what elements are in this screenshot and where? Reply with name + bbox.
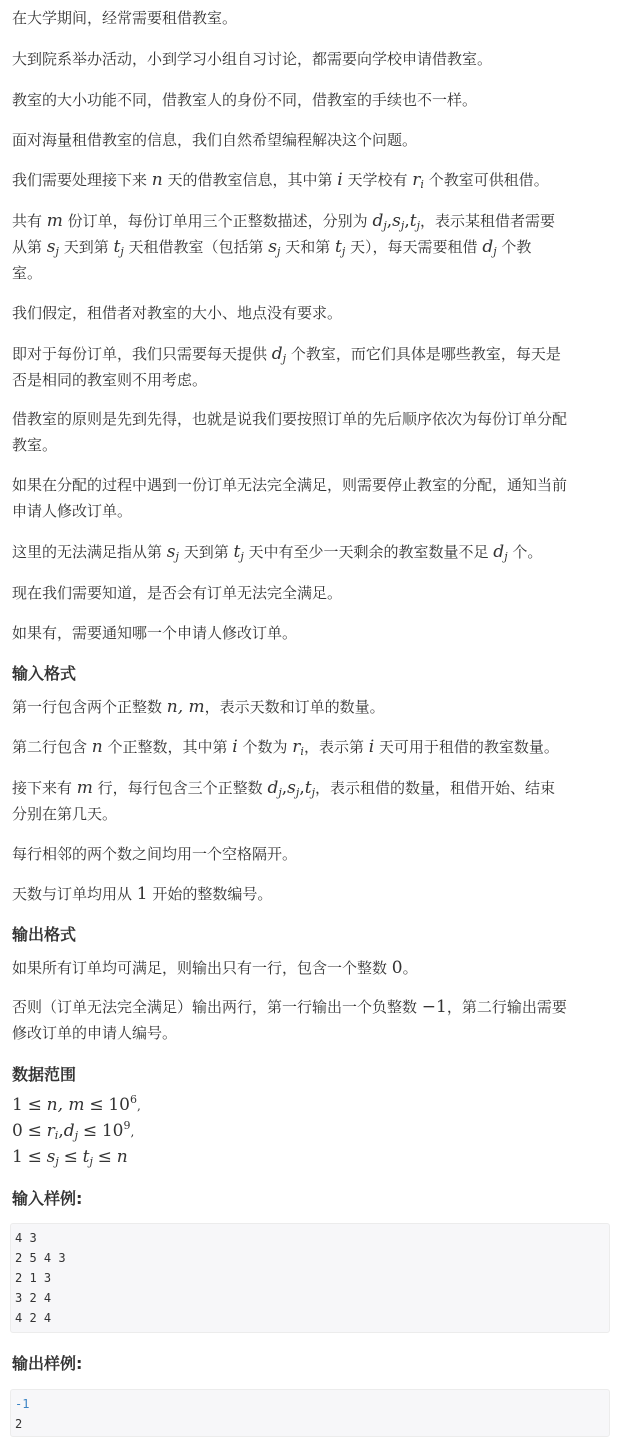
paragraph-days: 我们需要处理接下来 n 天的借教室信息，其中第 i 天学校有 $r_i$ 个教室可供租借。 bbox=[12, 170, 549, 191]
input-separator-note: 每行相邻的两个数之间均用一个空格隔开。 bbox=[12, 845, 298, 863]
paragraph-intro: 在大学期间，经常需要租借教室。 bbox=[12, 9, 238, 27]
paragraph-assumption: 我们假定，租借者对教室的大小、地点没有要求。 bbox=[12, 304, 343, 322]
code-line: 2 bbox=[15, 1417, 23, 1431]
heading-input-format: 输入格式 bbox=[12, 664, 77, 683]
input-numbering-note: 天数与订单均用从 1 开始的整数编号。 bbox=[12, 884, 273, 904]
input-line-orders: 接下来有 m 行，每行包含三个正整数 $d_j,s_j,t_j$，表示租借的数量，租借开始、结束 分别在第几天。 bbox=[12, 778, 556, 823]
sample-input-block[interactable] bbox=[10, 1223, 610, 1333]
paragraph-question: 现在我们需要知道，是否会有订单无法完全满足。 bbox=[12, 584, 343, 602]
code-line: -1 bbox=[15, 1397, 30, 1411]
paragraph-unsatisfied: 这里的无法满足指从第 $s_j$ 天到第 $t_j$ 天中有至少一天剩余的教室数量不足 $d_j$ 个。 bbox=[12, 542, 543, 563]
heading-sample-output: 输出样例: bbox=[12, 1354, 83, 1373]
paragraph-orders: 共有 m 份订单，每份订单用三个正整数描述，分别为 $d_j,s_j,t_j$，表示某租借者需要 从第 $s_j$ 天到第 $t_j$ 天租借教室（包括第 $s_j$ 天和第 $t_j$ 天），每天需要租借 $d_j$ 个教 室。 bbox=[12, 211, 556, 282]
input-line-2: 第二行包含 n 个正整数，其中第 i 个数为 $r_i$，表示第 i 天可用于租借的教室数量。 bbox=[12, 737, 559, 758]
data-range-formulas: 1 ≤ n, $m \le 10^6$, $0 \le r_i,d_j \le 10^9$, $1 \le s_j \le t_j \le n$ bbox=[12, 1093, 141, 1168]
paragraph-scope: 大到院系举办活动，小到学习小组自习讨论，都需要向学校申请借教室。 bbox=[12, 50, 493, 68]
output-line-1: 如果所有订单均可满足，则输出只有一行，包含一个整数 0。 bbox=[12, 958, 418, 978]
sample-output-block[interactable] bbox=[10, 1389, 610, 1437]
paragraph-goal: 面对海量租借教室的信息，我们自然希望编程解决这个问题。 bbox=[12, 131, 418, 149]
paragraph-principle: 借教室的原则是先到先得，也就是说我们要按照订单的先后顺序依次为每份订单分配 教室。 bbox=[12, 410, 568, 454]
code-line: 4 2 4 bbox=[15, 1311, 52, 1325]
code-line: 2 1 3 bbox=[15, 1271, 52, 1285]
paragraph-provide: 即对于每份订单，我们只需要每天提供 $d_j$ 个教室，而它们具体是哪些教室，每天是 否是相同的教室则不用考虑。 bbox=[12, 344, 561, 389]
code-line: 2 5 4 3 bbox=[15, 1251, 66, 1265]
paragraph-stop: 如果在分配的过程中遇到一份订单无法完全满足，则需要停止教室的分配，通知当前 申请人修改订单。 bbox=[12, 476, 568, 520]
output-line-2: 否则（订单无法完全满足）输出两行，第一行输出一个负整数 −1，第二行输出需要 修改订单的申请人编号。 bbox=[12, 997, 567, 1042]
paragraph-difference: 教室的大小功能不同，借教室人的身份不同，借教室的手续也不一样。 bbox=[12, 91, 478, 109]
paragraph-notify: 如果有，需要通知哪一个申请人修改订单。 bbox=[12, 624, 298, 642]
code-line: 3 2 4 bbox=[15, 1291, 52, 1305]
code-line: 4 3 bbox=[15, 1231, 37, 1245]
heading-data-range: 数据范围 bbox=[12, 1065, 77, 1084]
heading-sample-input: 输入样例: bbox=[12, 1189, 83, 1208]
heading-output-format: 输出格式 bbox=[12, 925, 77, 944]
input-line-1: 第一行包含两个正整数 n, m，表示天数和订单的数量。 bbox=[12, 697, 385, 717]
